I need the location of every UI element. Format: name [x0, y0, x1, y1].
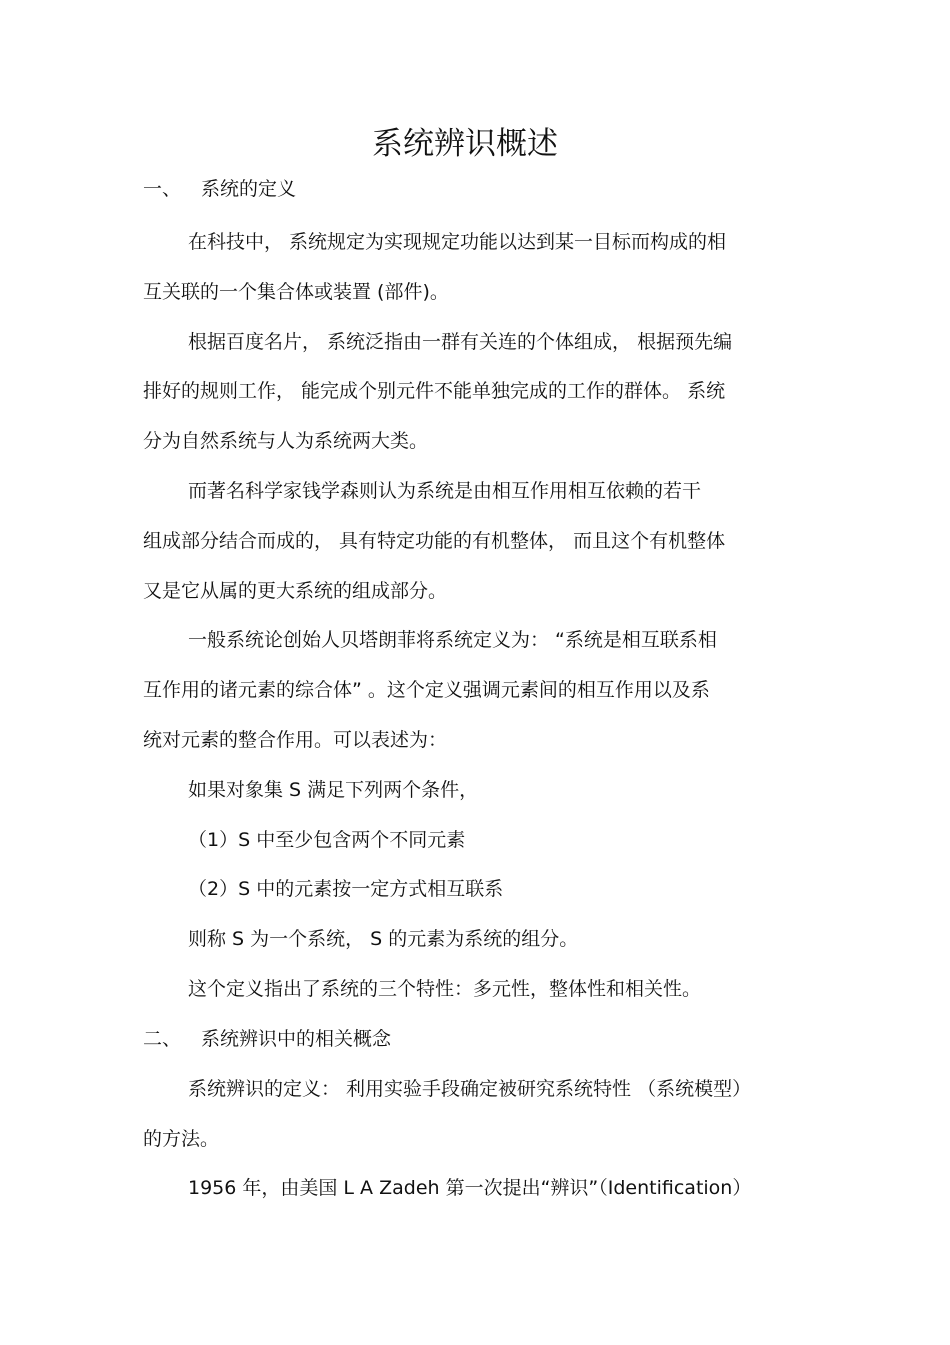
section-number: 二、: [143, 1028, 182, 1050]
condition-item: （2）S 中的元素按一定方式相互联系: [188, 878, 504, 900]
paragraph-line: 而著名科学家钱学森则认为系统是由相互作用相互依赖的若干: [188, 480, 702, 502]
paragraph-line: 组成部分结合而成的， 具有特定功能的有机整体， 而且这个有机整体: [143, 530, 726, 552]
section-title: 系统辨识中的相关概念: [201, 1028, 392, 1050]
section-number: 一、: [143, 178, 182, 200]
paragraph-line: 则称 S 为一个系统， S 的元素为系统的组分。: [188, 928, 579, 950]
paragraph-line: 一般系统论创始人贝塔朗菲将系统定义为： “系统是相互联系相: [188, 629, 717, 651]
section-heading-1: [143, 175, 296, 203]
paragraph-line: 在科技中， 系统规定为实现规定功能以达到某一目标而构成的相: [188, 231, 727, 253]
paragraph-line: 系统辨识的定义： 利用实验手段确定被研究系统特性 （系统模型）: [188, 1078, 752, 1100]
section-title: 系统的定义: [201, 178, 297, 200]
paragraph-line: 如果对象集 S 满足下列两个条件，: [188, 779, 479, 801]
paragraph-line: 统对元素的整合作用。可以表述为：: [143, 729, 448, 751]
page-title: 系统辨识概述: [372, 126, 558, 162]
paragraph-line: 1956 年，由美国 L A Zadeh 第一次提出“辨识”（Identification）: [188, 1177, 752, 1199]
paragraph-line: 互关联的一个集合体或装置 (部件)。: [143, 281, 449, 303]
paragraph-line: 根据百度名片， 系统泛指由一群有关连的个体组成， 根据预先编: [188, 331, 733, 353]
paragraph-line: 的方法。: [143, 1128, 220, 1150]
paragraph-line: 排好的规则工作， 能完成个别元件不能单独完成的工作的群体。 系统: [143, 380, 726, 402]
paragraph-line: 分为自然系统与人为系统两大类。: [143, 430, 429, 452]
condition-item: （1）S 中至少包含两个不同元素: [188, 829, 466, 851]
paragraph-line: 这个定义指出了系统的三个特性：多元性，整体性和相关性。: [188, 978, 702, 1000]
section-heading-2: [143, 1025, 391, 1053]
paragraph-line: 互作用的诸元素的综合体” 。这个定义强调元素间的相互作用以及系: [143, 679, 710, 701]
paragraph-line: 又是它从属的更大系统的组成部分。: [143, 580, 448, 602]
